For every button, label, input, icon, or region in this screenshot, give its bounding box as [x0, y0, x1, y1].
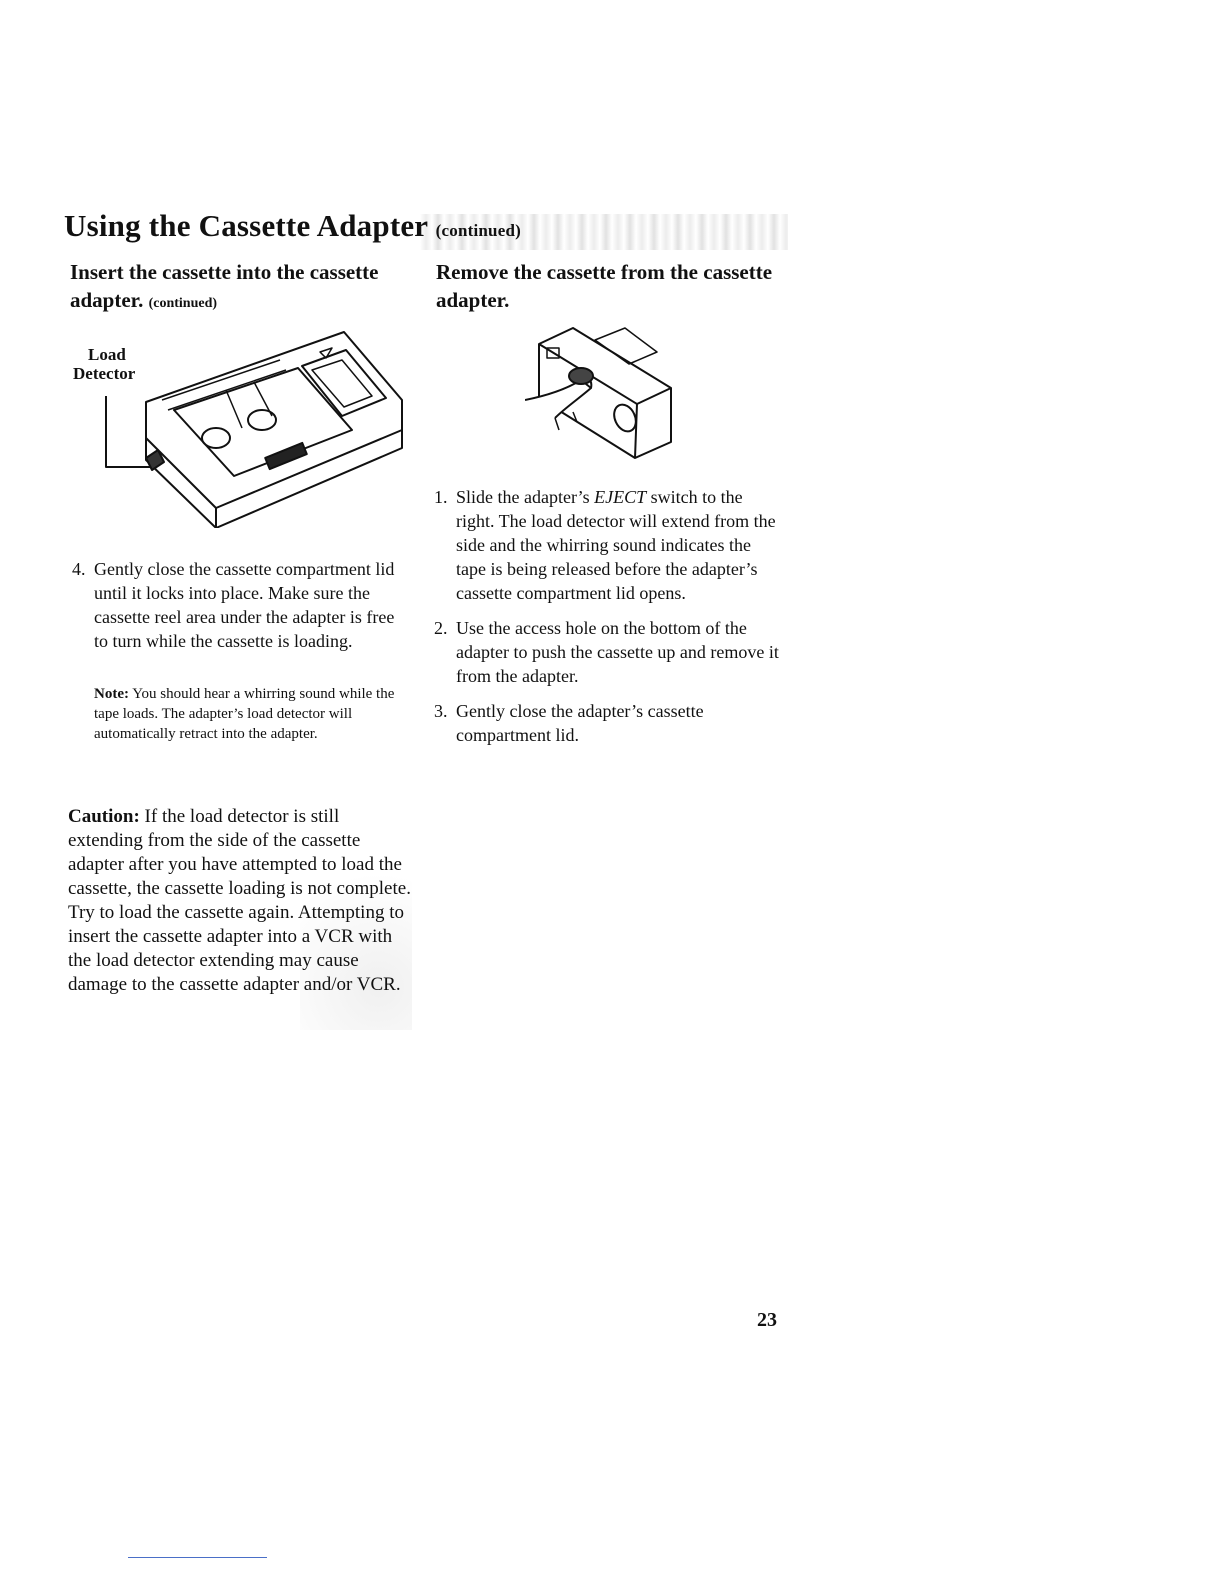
insert-steps-list	[72, 557, 412, 653]
page-number: 23	[757, 1309, 777, 1331]
remove-steps-list	[434, 485, 779, 758]
note-text: You should hear a whirring sound while the tape loads. The adapter’s load detector will automatically retract into the adapter.	[94, 686, 395, 742]
step-text-post: switch to the right. The load detector will extend from the side and the whirring sound indicates the tape is being released before the adapter’s cassette compartment lid opens.	[456, 487, 776, 603]
load-detector-callout-line	[106, 396, 150, 467]
cassette-removal-illustration	[525, 322, 685, 468]
page-title-text: Using the Cassette Adapter	[64, 208, 428, 243]
list-item	[434, 485, 779, 605]
caution-block	[68, 805, 413, 997]
right-column-heading: Remove the cassette from the cassette adapter.	[436, 260, 773, 312]
page-title	[64, 208, 521, 244]
step-number: 2.	[434, 618, 448, 638]
note-block	[94, 684, 404, 744]
step-number: 1.	[434, 487, 448, 507]
note-label: Note:	[94, 686, 129, 702]
list-item	[434, 616, 779, 688]
step-number: 3.	[434, 701, 448, 721]
step-text: Use the access hole on the bottom of the adapter to push the cassette up and remove it from the adapter.	[456, 618, 779, 686]
caution-label: Caution:	[68, 806, 140, 827]
step-text-pre: Slide the adapter’s	[456, 487, 595, 507]
left-column-heading	[70, 258, 420, 318]
figure-label-detector: Detector	[73, 364, 136, 383]
step-text: Gently close the cassette compartment lid until it locks into place. Make sure the cassette reel area under the adapter is free to turn while the cassette is loading.	[94, 559, 395, 651]
step-number: 4.	[72, 559, 86, 579]
eject-switch-name: EJECT	[594, 487, 647, 507]
left-heading-text: Insert the cassette into the cassette adapter.	[70, 260, 379, 312]
left-heading-continued: (continued)	[148, 296, 218, 311]
list-item	[434, 699, 779, 747]
step-text: Gently close the adapter’s cassette compartment lid.	[456, 701, 704, 745]
bottom-rule	[128, 1557, 267, 1558]
figure-label-load: Load	[88, 345, 126, 364]
list-item	[72, 557, 412, 653]
caution-text: If the load detector is still extending from the side of the cassette adapter after you have attempted to load the cassette, the cassette loading is not complete. Try to load the cassette again. Attempting to insert the cassette adapter into a VCR with the load detector extending may cause damage to the cassette adapter and/or VCR.	[68, 806, 411, 995]
page-title-continued: (continued)	[435, 221, 521, 240]
